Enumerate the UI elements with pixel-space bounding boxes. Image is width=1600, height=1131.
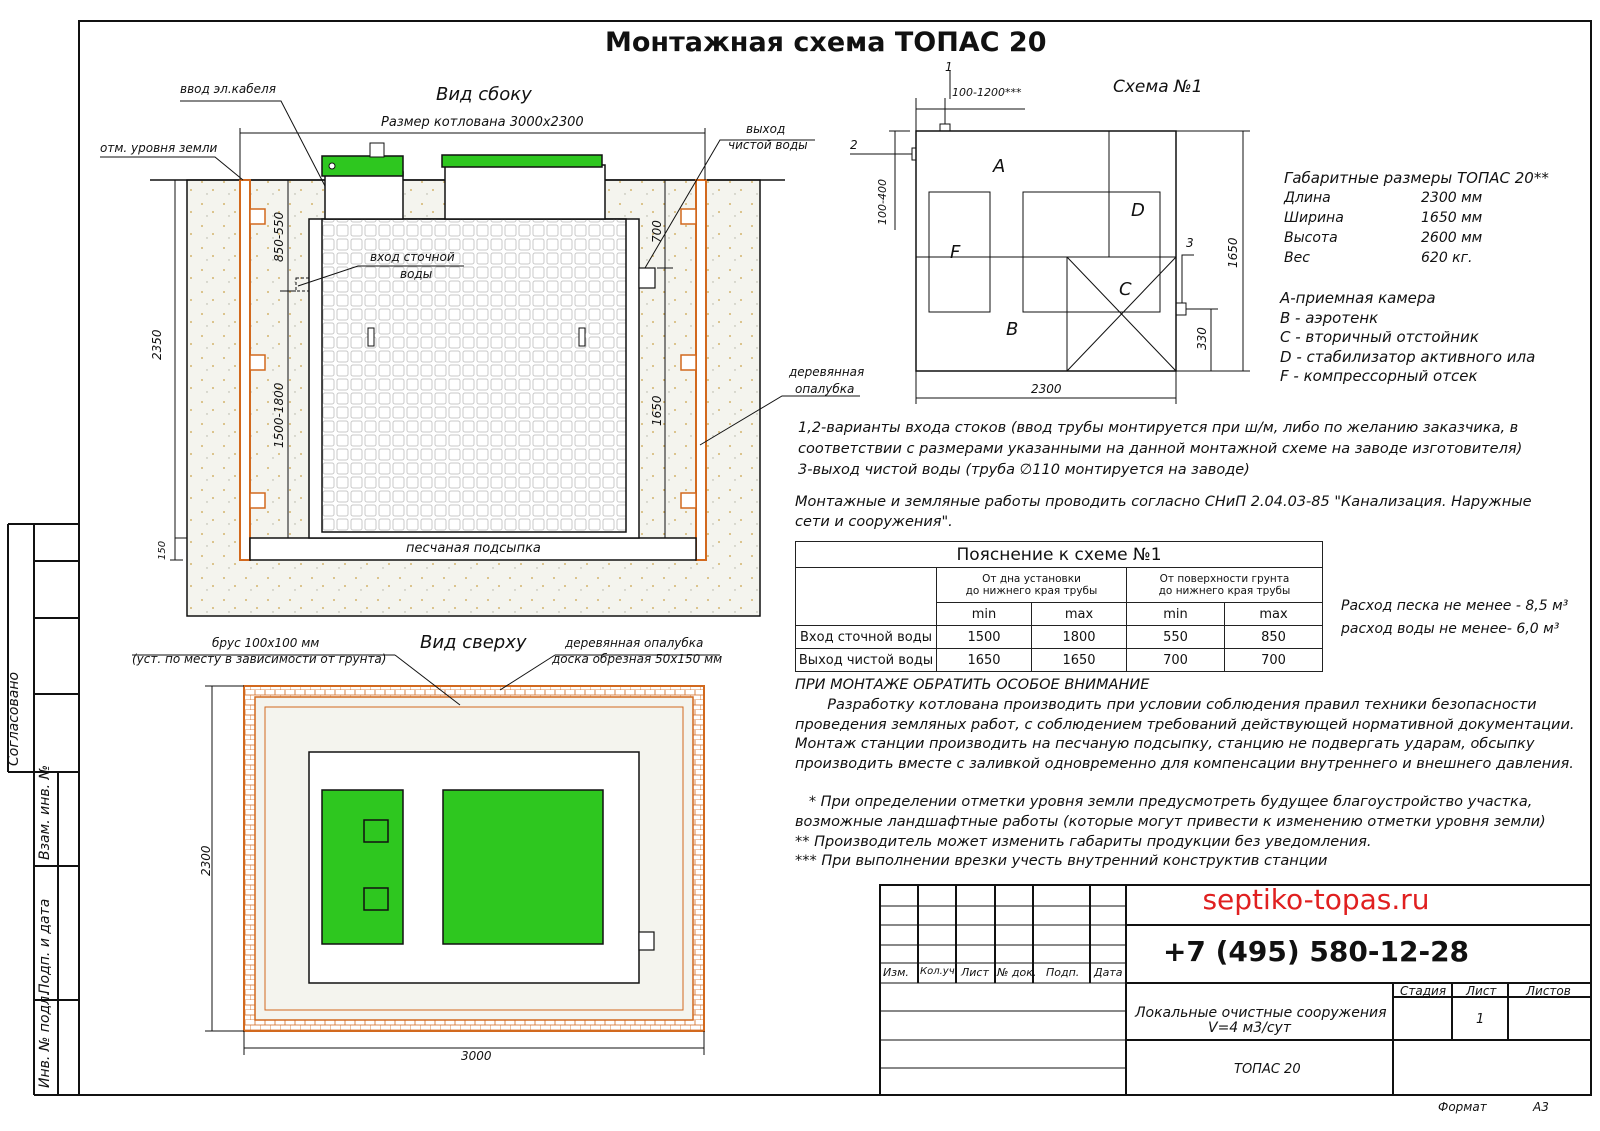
cell-inlet-v2: 1800 xyxy=(1032,626,1127,649)
stamp-hdr-kol: Кол.уч. xyxy=(920,966,958,977)
side-inv-orig: Инв. № подл. xyxy=(37,991,53,1088)
spec-value-weight: 620 кг. xyxy=(1421,250,1473,266)
dim-2350: 2350 xyxy=(150,329,164,360)
formwork-left xyxy=(240,180,250,560)
dim-1650-scheme: 1650 xyxy=(1226,237,1240,268)
sand-consumption: Расход песка не менее - 8,5 м³ xyxy=(1341,598,1569,614)
ground-mark-label: отм. уровня земли xyxy=(100,141,218,155)
dim-1500-1800: 1500-1800 xyxy=(272,382,286,448)
side-view xyxy=(100,101,860,616)
col-from-surface-2: до нижнего края трубы xyxy=(1158,585,1291,597)
spec-value-width: 1650 мм xyxy=(1421,210,1483,226)
note-variants-3: 3-выход чистой воды (труба ∅110 монтируется на заводе) xyxy=(798,462,1250,478)
waste-inlet-label-2: воды xyxy=(400,267,433,281)
dim-100-1200: 100-1200*** xyxy=(952,86,1022,99)
scheme-heading: Схема №1 xyxy=(1113,77,1203,97)
pit-size-label: Размер котлована 3000x2300 xyxy=(381,115,584,130)
hdr-min-1: min xyxy=(937,603,1032,626)
outlet-pipe xyxy=(639,268,655,288)
board-label-2: доска обрезная 50x150 мм xyxy=(552,652,723,666)
waste-inlet-label-1: вход сточной xyxy=(370,250,455,264)
dim-2300-top: 2300 xyxy=(199,845,213,876)
legend-f: F - компрессорный отсек xyxy=(1280,367,1478,385)
scheme-explanation-table xyxy=(795,541,1323,672)
footnote-4: *** При выполнении врезки учесть внутренний конструктив станции xyxy=(795,853,1328,869)
brand-phone: +7 (495) 580-12-28 xyxy=(1162,935,1470,968)
cell-inlet-v4: 850 xyxy=(1225,626,1323,649)
formwork-label-1: деревянная xyxy=(789,365,865,379)
spec-label-height: Высота xyxy=(1284,230,1338,246)
green-lid-top-small xyxy=(322,790,403,944)
page-title: Монтажная схема ТОПАС 20 xyxy=(605,27,1047,58)
spec-value-height: 2600 мм xyxy=(1421,230,1483,246)
dim-330: 330 xyxy=(1195,327,1209,350)
col-from-bottom xyxy=(937,568,1127,603)
spec-label-weight: Вес xyxy=(1284,250,1310,266)
specs-heading: Габаритные размеры ТОПАС 20** xyxy=(1284,169,1549,187)
dim-850-550: 850-550 xyxy=(272,211,286,262)
dim-100-400: 100-400 xyxy=(876,179,889,225)
row-label-outlet: Выход чистой воды xyxy=(796,649,937,672)
col-from-bottom-1: От дна установки xyxy=(982,573,1081,585)
attention-line-1: Разработку котлована производить при условии соблюдения правил техники безопасности xyxy=(795,697,1537,713)
dim-3000: 3000 xyxy=(461,1049,492,1063)
cell-inlet-v3: 550 xyxy=(1127,626,1225,649)
stamp-stage: Стадия xyxy=(1400,984,1447,998)
attention-line-2: проведения земляных работ, с соблюдением требований действующей нормативной документации. xyxy=(795,717,1575,733)
cell-outlet-v3: 700 xyxy=(1127,649,1225,672)
cell-outlet-v4: 700 xyxy=(1225,649,1323,672)
chamber-b: B xyxy=(1006,319,1019,340)
stamp-sheet: Лист xyxy=(1466,984,1497,998)
clean-water-out-label-2: чистой воды xyxy=(728,138,808,152)
col-from-surface-1: От поверхности грунта xyxy=(1159,573,1290,585)
note-variants-1: 1,2-варианты входа стоков (ввод трубы монтируется при ш/м, либо по желанию заказчика, в xyxy=(798,420,1519,436)
spec-label-length: Длина xyxy=(1284,190,1331,206)
marker-1: 1 xyxy=(945,60,953,74)
stamp-sheets: Листов xyxy=(1526,984,1571,998)
legend-d: D - стабилизатор активного ила xyxy=(1280,348,1536,366)
side-view-heading: Вид сбоку xyxy=(436,84,532,105)
stamp-hdr-date: Дата xyxy=(1094,966,1123,979)
format-label: Формат xyxy=(1438,1100,1487,1114)
sand-bed-label: песчаная подсыпка xyxy=(406,541,541,556)
attention-heading: ПРИ МОНТАЖЕ ОБРАТИТЬ ОСОБОЕ ВНИМАНИЕ xyxy=(795,677,1150,693)
chamber-d: D xyxy=(1131,200,1145,221)
cell-inlet-v1: 1500 xyxy=(937,626,1032,649)
dim-700: 700 xyxy=(650,220,664,243)
spec-label-width: Ширина xyxy=(1284,210,1344,226)
attention-line-3: Монтаж станции производить на песчаную подсыпку, станцию не подвергать ударам, обсыпку xyxy=(795,736,1535,752)
chamber-c: C xyxy=(1119,279,1132,300)
format-value: А3 xyxy=(1533,1100,1549,1114)
green-lid-large xyxy=(442,155,602,167)
footnote-2: возможные ландшафтные работы (которые могут привести к изменению отметки уровня земли) xyxy=(795,814,1546,830)
clean-water-out-label-1: выход xyxy=(746,122,786,136)
brand-site: septiko-topas.ru xyxy=(1202,883,1430,916)
note-variants-2: соответствии с размерами указанными на данной монтажной схеме на заводе изготовителя) xyxy=(798,441,1523,457)
dim-2300-scheme: 2300 xyxy=(1031,382,1062,396)
col-from-surface xyxy=(1127,568,1323,603)
beam-label-1: брус 100x100 мм xyxy=(212,636,320,650)
green-lid-top-large xyxy=(443,790,603,944)
note-snip-1: Монтажные и земляные работы проводить согласно СНиП 2.04.03-85 "Канализация. Наружные xyxy=(795,494,1532,510)
formwork-label-2: опалубка xyxy=(795,382,855,396)
legend-a: А-приемная камера xyxy=(1280,289,1436,307)
cell-outlet-v1: 1650 xyxy=(937,649,1032,672)
hdr-max-1: max xyxy=(1032,603,1127,626)
spec-value-length: 2300 мм xyxy=(1421,190,1483,206)
note-snip-2: сети и сооружения". xyxy=(795,514,953,530)
top-view-heading: Вид сверху xyxy=(420,632,527,653)
board-label-1: деревянная опалубка xyxy=(565,636,704,650)
row-label-inlet: Вход сточной воды xyxy=(796,626,937,649)
legend-b: В - аэротенк xyxy=(1280,309,1379,327)
formwork-right xyxy=(696,180,706,560)
cell-outlet-v2: 1650 xyxy=(1032,649,1127,672)
chamber-f: F xyxy=(950,242,961,263)
side-inv-repl: Взам. инв. № xyxy=(37,764,53,860)
side-agreed: Согласовано xyxy=(6,671,22,766)
table-title: Пояснение к схеме №1 xyxy=(796,542,1323,568)
stamp-hdr-doc: № док. xyxy=(997,966,1037,979)
stamp-sheet-no: 1 xyxy=(1476,1012,1485,1027)
stamp-product: ТОПАС 20 xyxy=(1234,1062,1301,1077)
legend-c: С - вторичный отстойник xyxy=(1280,328,1479,346)
beam-label-2: (уст. по месту в зависимости от грунта) xyxy=(132,652,387,666)
cable-entry-label: ввод эл.кабеля xyxy=(180,82,276,96)
marker-3: 3 xyxy=(1186,236,1194,250)
stamp-hdr-list: Лист xyxy=(961,966,989,979)
dim-150: 150 xyxy=(157,540,168,560)
dim-1650-side: 1650 xyxy=(650,395,664,426)
marker-2: 2 xyxy=(850,138,858,152)
hdr-max-2: max xyxy=(1225,603,1323,626)
side-sign-date: Подп. и дата xyxy=(37,898,53,994)
top-view xyxy=(132,655,720,1055)
table-empty-header xyxy=(796,568,937,626)
footnote-3: ** Производитель может изменить габариты продукции без уведомления. xyxy=(795,834,1372,850)
stamp-object-1: Локальные очистные сооружения xyxy=(1135,1005,1387,1021)
hdr-min-2: min xyxy=(1127,603,1225,626)
chamber-a: A xyxy=(993,156,1006,177)
col-from-bottom-2: до нижнего края трубы xyxy=(965,585,1098,597)
stamp-object-2: V=4 м3/сут xyxy=(1208,1020,1291,1036)
attention-line-4: производить вместе с заливкой одновременно для компенсации внутреннего и внешнего давления. xyxy=(795,756,1574,772)
stamp-hdr-sign: Подп. xyxy=(1046,966,1080,979)
footnote-1: * При определении отметки уровня земли предусмотреть будущее благоустройство участка, xyxy=(795,794,1533,810)
stamp-hdr-izm: Изм. xyxy=(883,966,909,979)
water-consumption: расход воды не менее- 6,0 м³ xyxy=(1341,621,1560,637)
